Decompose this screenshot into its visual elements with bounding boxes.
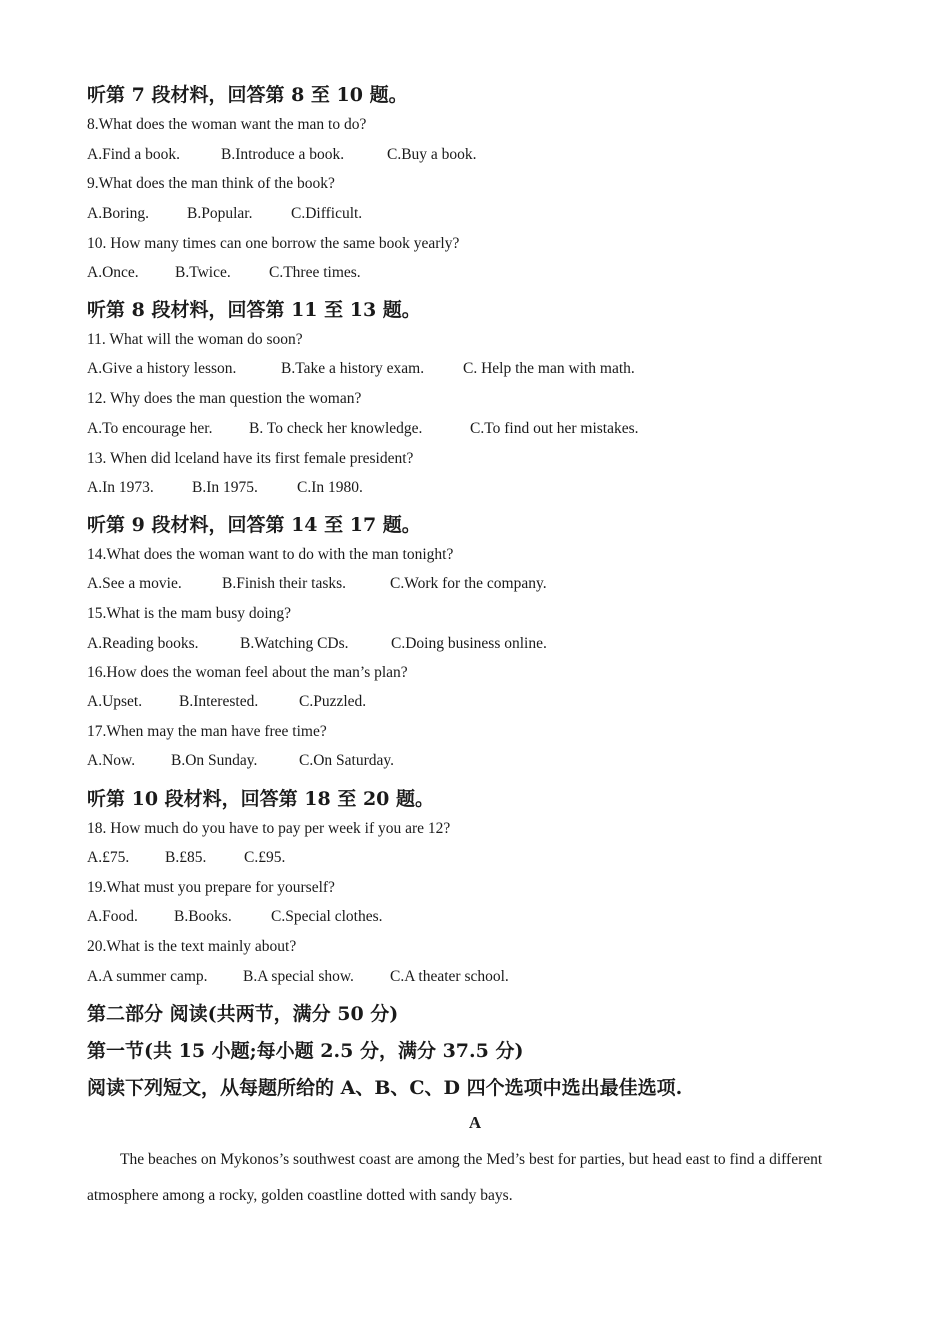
option-c: C.Special clothes. [271, 908, 383, 925]
option-c: C.Work for the company. [390, 575, 547, 592]
option-c: C.Doing business online. [391, 635, 547, 652]
option-a: A.Food. [87, 908, 138, 925]
options-row [87, 479, 363, 497]
option-b: B.Take a history exam. [281, 360, 425, 377]
question: 9.What does the man think of the book? [87, 175, 335, 192]
section-one-title: 第一节(共 15 小题;每小题 2.5 分，满分 37.5 分) [87, 1040, 524, 1062]
option-a: A.To encourage her. [87, 420, 213, 437]
option-b: B.On Sunday. [171, 752, 258, 769]
question: 15.What is the mam busy doing? [87, 605, 292, 622]
option-c: C.Difficult. [291, 205, 363, 222]
question: 17.When may the man have free time? [87, 723, 327, 740]
option-c: C.In 1980. [297, 479, 363, 496]
option-a: A.A summer camp. [87, 968, 208, 985]
options-row [87, 420, 639, 438]
option-b: B.Books. [174, 908, 232, 925]
reading-instruction: 阅读下列短文，从每题所给的 A、B、C、D 四个选项中选出最佳选项. [87, 1077, 683, 1099]
option-a: A.See a movie. [87, 575, 182, 592]
question: 14.What does the woman want to do with the man tonight? [87, 546, 454, 563]
question: 12. Why does the man question the woman? [87, 390, 362, 407]
options-row [87, 575, 547, 593]
section-header: 听第 8 段材料，回答第 11 至 13 题。 [87, 299, 421, 321]
option-b: B.£85. [165, 849, 207, 866]
options-row [87, 849, 285, 867]
option-c: C.Buy a book. [387, 146, 477, 163]
part-two-title: 第二部分 阅读(共两节，满分 50 分) [87, 1003, 399, 1025]
options-row [87, 205, 362, 223]
option-a: A.Once. [87, 264, 139, 281]
option-c: C. Help the man with math. [463, 360, 635, 377]
question: 20.What is the text mainly about? [87, 938, 297, 955]
option-a: A.Give a history lesson. [87, 360, 237, 377]
option-a: A.Find a book. [87, 146, 180, 163]
option-a: A.Upset. [87, 693, 143, 710]
option-b: B.Interested. [179, 693, 259, 710]
option-b: B.A special show. [243, 968, 354, 985]
option-b: B. To check her knowledge. [249, 420, 423, 437]
option-b: B.Finish their tasks. [222, 575, 347, 592]
options-row [87, 693, 366, 711]
option-a: A.Now. [87, 752, 136, 769]
option-a: A.Boring. [87, 205, 149, 222]
option-a: A.Reading books. [87, 635, 199, 652]
options-row [87, 752, 394, 770]
options-row [87, 264, 361, 282]
passage-label: A [468, 1113, 482, 1132]
question: 18. How much do you have to pay per week if you are 12? [87, 820, 451, 837]
option-b: B.Watching CDs. [240, 635, 349, 652]
option-c: C.Three times. [269, 264, 361, 281]
section-header: 听第 7 段材料，回答第 8 至 10 题。 [87, 84, 408, 106]
passage-paragraph: The beaches on Mykonos’s southwest coast are among the Med’s best for parties, but head east to find a different atmosphere among a rocky, golden coastline dotted with sandy bays. [87, 1151, 823, 1204]
option-b: B.Popular. [187, 205, 253, 222]
question: 16.How does the woman feel about the man’s plan? [87, 664, 408, 681]
options-row [87, 968, 509, 986]
question: 13. When did lceland have its first female president? [87, 450, 414, 467]
option-c: C.A theater school. [390, 968, 509, 985]
option-a: A.In 1973. [87, 479, 154, 496]
question: 11. What will the woman do soon? [87, 331, 303, 348]
options-row [87, 146, 477, 164]
section-header: 听第 10 段材料，回答第 18 至 20 题。 [87, 788, 435, 810]
question: 8.What does the woman want the man to do? [87, 116, 367, 133]
option-b: B.Twice. [175, 264, 231, 281]
section-header: 听第 9 段材料，回答第 14 至 17 题。 [87, 514, 421, 536]
option-a: A.£75. [87, 849, 130, 866]
question: 19.What must you prepare for yourself? [87, 879, 335, 896]
options-row [87, 908, 383, 926]
options-row [87, 360, 635, 378]
options-row [87, 635, 547, 653]
question: 10. How many times can one borrow the same book yearly? [87, 235, 460, 252]
option-c: C.To find out her mistakes. [470, 420, 639, 437]
option-b: B.In 1975. [192, 479, 258, 496]
option-c: C.Puzzled. [299, 693, 367, 710]
option-c: C.£95. [244, 849, 286, 866]
option-b: B.Introduce a book. [221, 146, 345, 163]
option-c: C.On Saturday. [299, 752, 394, 769]
